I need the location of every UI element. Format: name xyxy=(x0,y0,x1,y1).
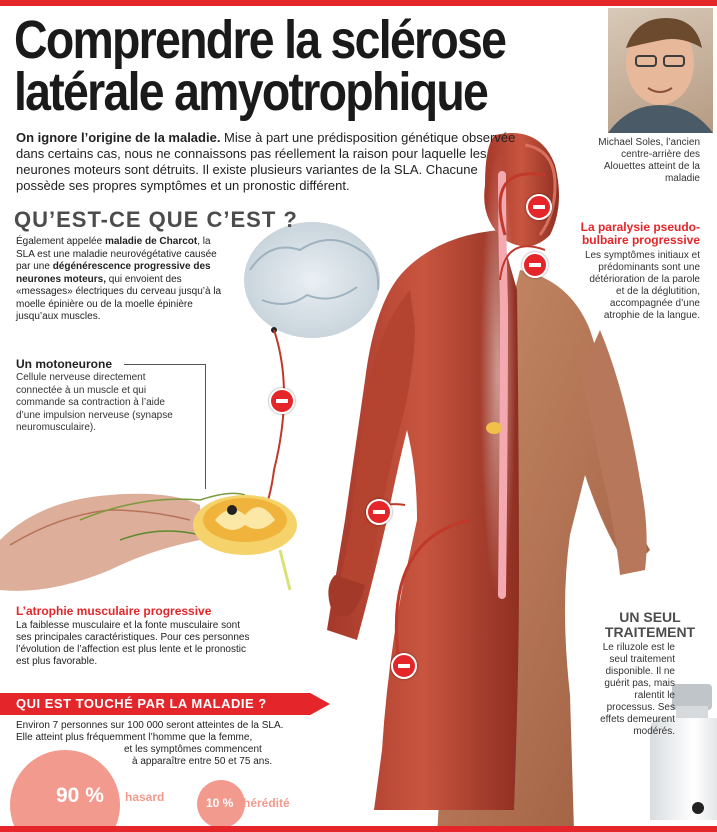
photo-caption: Michael Soles, l’ancien centre-arrière des Alouettes atteint de la maladie xyxy=(598,137,700,184)
stat-90-label: hasard xyxy=(125,790,165,804)
callout-line xyxy=(205,364,206,489)
no-entry-icon xyxy=(269,388,295,414)
what-text-3: qui envoient des «messages» électriques du cerveau jusqu’à la moelle épinière ou de la moelle épinière jusqu’aux muscles. xyxy=(16,273,222,322)
stat-10-label: hérédité xyxy=(243,796,290,810)
page-title xyxy=(14,10,506,122)
what-heading: QU’EST-CE QUE C’EST ? xyxy=(14,207,298,232)
traitement-heading: UN SEUL TRAITEMENT xyxy=(604,609,696,640)
atrophie-heading: L’atrophie musculaire progressive xyxy=(16,604,212,618)
who-line-4: à apparaître entre 50 et 75 ans. xyxy=(132,756,273,767)
motoneurone-paragraph: Cellule nerveuse directement connectée à un muscle et qui commande sa contraction à l’aide d’une impulsion nerveuse (synapse neuromusculaire). xyxy=(16,372,173,433)
who-line-2: Elle atteint plus fréquemment l’homme que la femme, xyxy=(16,732,253,743)
intro-text: Mise à part une prédisposition génétique observée dans certains cas, nous ne connaissons pas réellement la raison pour laquelle les neurones moteurs sont détruits. Il existe plusieurs variantes de la SLA. Chacune possède ses propres symptômes et un pronostic différent. xyxy=(16,130,516,193)
no-entry-icon xyxy=(526,194,552,220)
no-entry-icon xyxy=(366,499,392,525)
who-line-1: Environ 7 personnes sur 100 000 seront atteintes de la SLA. xyxy=(16,720,284,731)
what-paragraph xyxy=(16,236,231,324)
who-heading: QUI EST TOUCHÉ PAR LA MALADIE ? xyxy=(16,696,267,711)
traitement-paragraph: Le riluzole est le seul traitement disponible. Il ne guérit pas, mais ralentit le processus. Ses effets demeurent modérés. xyxy=(600,642,675,737)
title-line-2: latérale amyotrophique xyxy=(14,62,488,122)
what-bold-1: maladie de Charcot xyxy=(104,236,198,247)
atrophie-paragraph: La faiblesse musculaire et la fonte musculaire sont ses principales caractéristiques. Pour ces personnes l’évolution de l’affection est plus lente et le pronostic est plus favorable. xyxy=(16,620,250,667)
callout-line xyxy=(124,364,206,365)
portrait-photo xyxy=(608,8,713,133)
paralysie-paragraph: Les symptômes initiaux et prédominants sont une détérioration de la parole et de la déglutition, accompagnée d’une atrophie de la langue. xyxy=(584,250,700,321)
what-text-2: , la SLA est une maladie neurovégétative causée par une xyxy=(16,236,217,272)
who-line-3: et les symptômes commencent xyxy=(124,744,262,755)
no-entry-icon xyxy=(522,252,548,278)
spinal-cross-section-drawing xyxy=(193,495,297,590)
what-bold-2: dégénérescence progressive des neurones moteurs, xyxy=(16,261,211,285)
paralysie-heading: La paralysie pseudo-bulbaire progressive xyxy=(580,220,700,247)
motoneurone-heading: Un motoneurone xyxy=(16,357,112,371)
brain-drawing xyxy=(244,222,380,338)
bottom-red-bar xyxy=(0,826,717,832)
intro-paragraph xyxy=(16,130,516,194)
stat-90-value: 90 % xyxy=(56,784,104,807)
title-line-1: Comprendre la sclérose xyxy=(14,10,506,70)
what-text-1: Également appelée xyxy=(16,236,105,247)
stat-10-value: 10 % xyxy=(206,796,234,810)
no-entry-icon xyxy=(391,653,417,679)
intro-lead: On ignore l’origine de la maladie. xyxy=(16,130,221,145)
